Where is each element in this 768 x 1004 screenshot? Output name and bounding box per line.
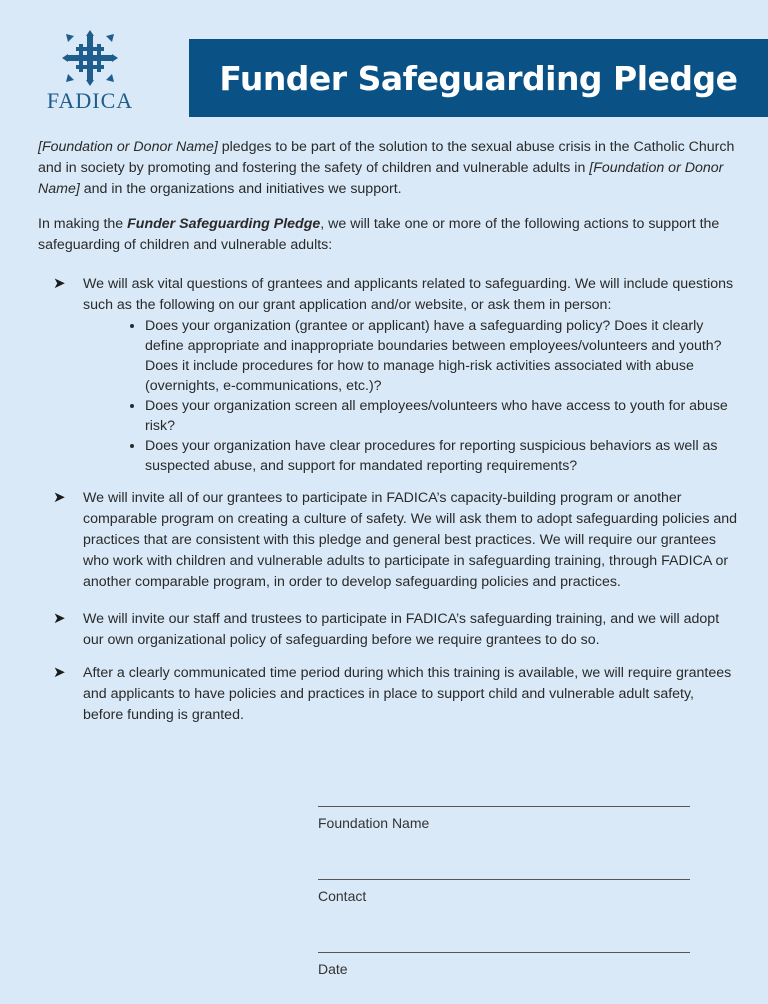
fadica-cross-icon bbox=[62, 30, 118, 86]
page-title: Funder Safeguarding Pledge bbox=[219, 58, 738, 98]
question-item: • Does your organization screen all employees/volunteers who have access to youth for abuse risk? bbox=[145, 396, 738, 436]
lead-before: In making the bbox=[38, 216, 128, 232]
lead-paragraph bbox=[38, 214, 738, 256]
arrow-bullet-icon: ➤ bbox=[53, 489, 66, 506]
arrow-bullet-icon: ➤ bbox=[53, 610, 66, 627]
action-text: We will invite all of our grantees to participate in FADICA’s capacity-building program or another comparable program on creating a culture of safety. We will ask them to adopt safeguarding policies and practices that are consistent with this pledge and general best practices. We will require our grantees who work with children and vulnerable adults to participate in safeguarding training, through FADICA or another comparable program, in order to develop safeguarding policies and practices. bbox=[83, 490, 738, 590]
contact-line[interactable] bbox=[318, 858, 690, 880]
intro-text-1: pledges to be part of the solution to the sexual abuse crisis in the Catholic Church and in society by promoting and fostering the safety of children and vulnerable adults in bbox=[38, 139, 735, 176]
donor-placeholder-1: [Foundation or Donor Name] bbox=[38, 139, 218, 155]
logo-wordmark: FADICA bbox=[46, 88, 134, 113]
action-item bbox=[53, 609, 738, 651]
pledge-body bbox=[38, 137, 738, 738]
action-item bbox=[53, 488, 738, 593]
contact-label: Contact bbox=[318, 888, 367, 904]
arrow-bullet-icon: ➤ bbox=[53, 275, 66, 292]
action-text: We will ask vital questions of grantees and applicants related to safeguarding. We will include questions such as the following on our grant application and/or website, or ask them in person: bbox=[83, 276, 734, 313]
question-item: • Does your organization have clear procedures for reporting suspicious behaviors as well as suspected abuse, and support for mandated reporting requirements? bbox=[145, 436, 738, 476]
intro-text-2: and in the organizations and initiatives we support. bbox=[79, 181, 402, 197]
question-list bbox=[83, 316, 738, 476]
foundation-name-label: Foundation Name bbox=[318, 815, 430, 831]
title-banner bbox=[189, 39, 768, 117]
action-item bbox=[53, 663, 738, 726]
foundation-name-line[interactable] bbox=[318, 785, 690, 807]
action-list bbox=[38, 274, 738, 726]
arrow-bullet-icon: ➤ bbox=[53, 664, 66, 681]
signature-block bbox=[318, 785, 698, 1004]
action-text: We will invite our staff and trustees to participate in FADICA’s safeguarding training, and we will adopt our own organizational policy of safeguarding before we require grantees to do so. bbox=[83, 611, 720, 648]
date-line[interactable] bbox=[318, 931, 690, 953]
date-label: Date bbox=[318, 961, 348, 977]
lead-after: , we will take one or more of the following actions to support the safeguarding of children and vulnerable adults: bbox=[38, 216, 720, 253]
pledge-name: Funder Safeguarding Pledge bbox=[127, 216, 321, 232]
donor-placeholder-2: [Foundation or Donor Name] bbox=[38, 160, 724, 197]
action-item bbox=[53, 274, 738, 476]
question-item: • Does your organization (grantee or applicant) have a safeguarding policy? Does it clearly define appropriate and inappropriate boundaries between employees/volunteers and youth? Does it include procedures for how to manage high-risk activities associated with abuse (overnights, e-communications, etc.)? bbox=[145, 316, 738, 396]
fadica-logo bbox=[40, 30, 140, 114]
intro-paragraph bbox=[38, 137, 738, 200]
action-text: After a clearly communicated time period during which this training is available, we will require grantees and applicants to have policies and practices in place to support child and vulnerable adult safety, before funding is granted. bbox=[83, 665, 732, 723]
